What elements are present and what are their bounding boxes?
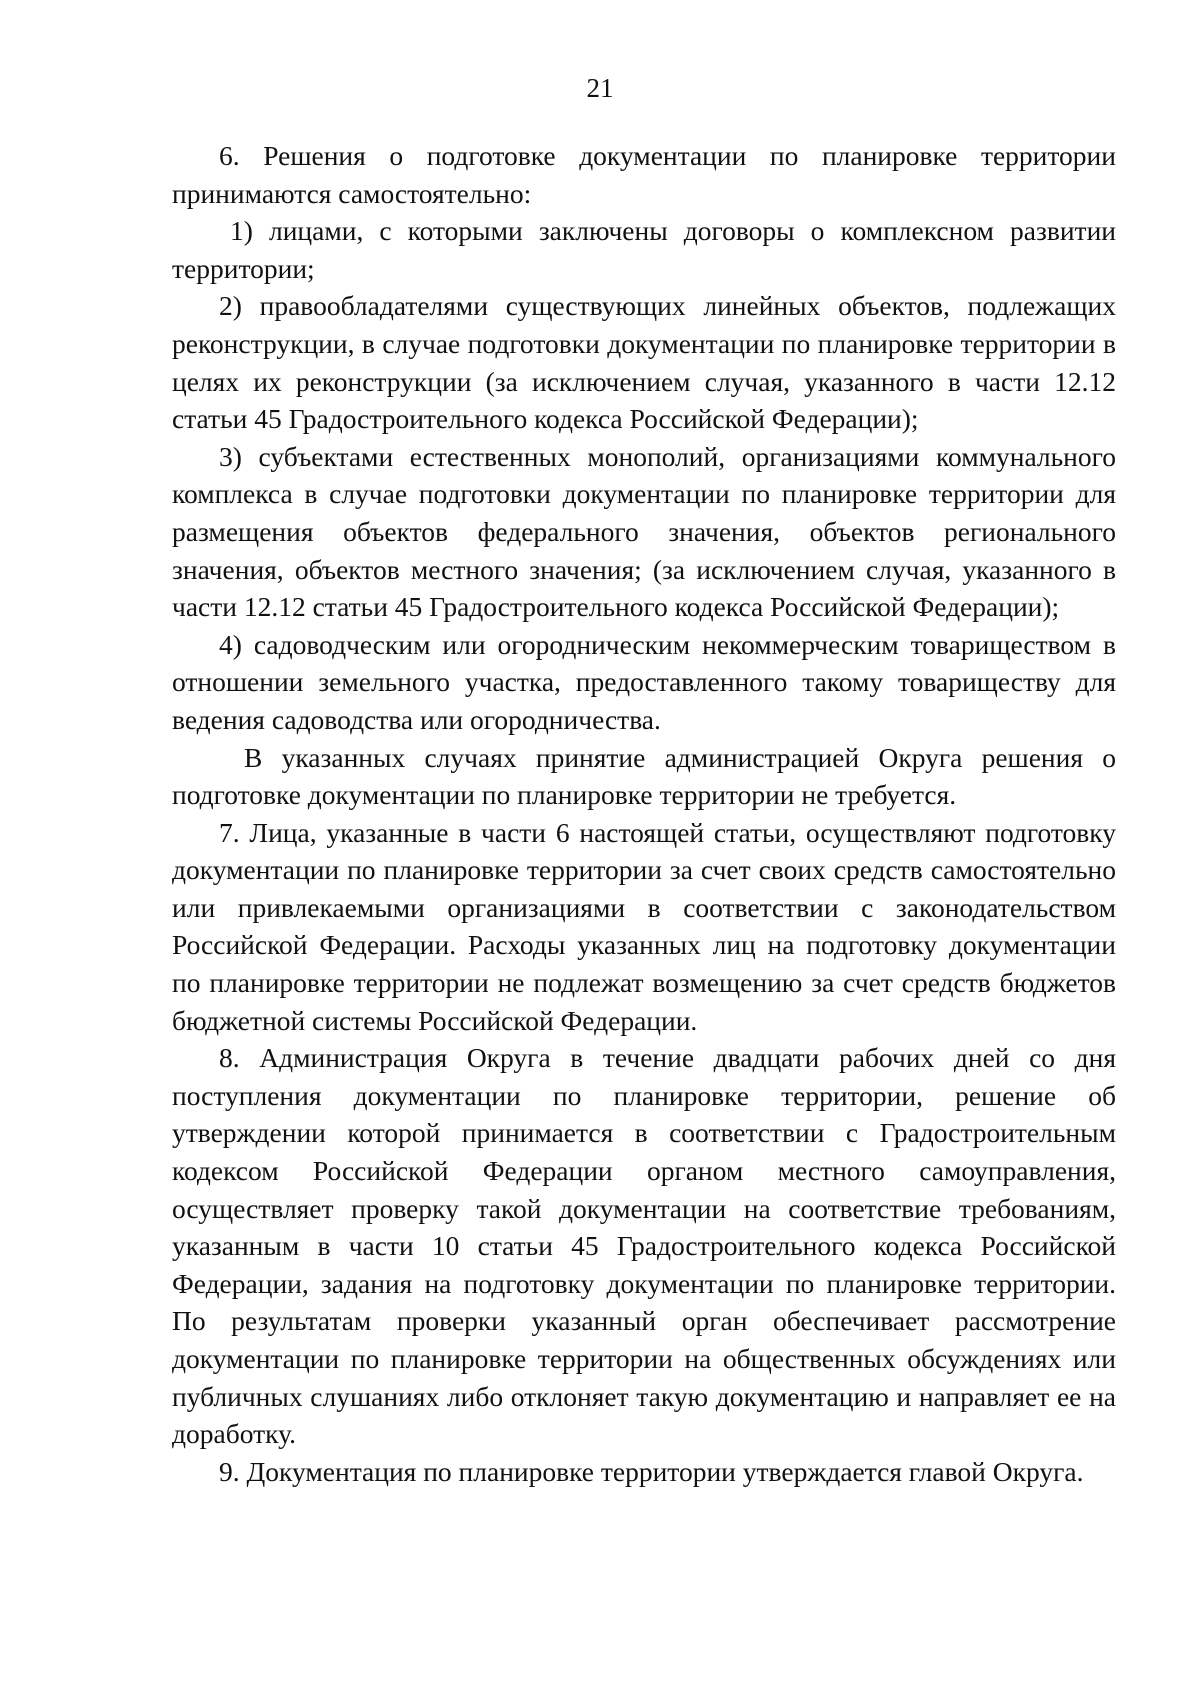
page-number: 21 [586, 73, 614, 103]
paragraph-item-2: 2) правообладателями существующих линейных объектов, подлежащих реконструкции, в случае подготовки документации по планировке территории в целях их реконструкции (за исключением случая, указанного в части 12.12 статьи 45 Градостроительного кодекса Российской Федерации); [172, 290, 1116, 435]
paragraph-clause-7: 7. Лица, указанные в части 6 настоящей статьи, осуществляют подготовку документации по планировке территории за счет своих средств самостоятельно или привлекаемыми организациями в соответствии с законодательством Российской Федерации. Расходы указанных лиц на подготовку документации по планировке территории не подлежат возмещению за счет средств бюджетов бюджетной системы Российской Федерации. [172, 816, 1116, 1036]
document-body [172, 137, 1116, 1490]
paragraph-item-3: 3) субъектами естественных монополий, организациями коммунального комплекса в случае подготовки документации по планировке территории для размещения объектов федерального значения, объектов регионального значения, объектов местного значения; (за исключением случая, указанного в части 12.12 статьи 45 Градостроительного кодекса Российской Федерации); [172, 440, 1116, 623]
paragraph-note: В указанных случаях принятие администрацией Округа решения о подготовке документации по планировке территории не требуется. [172, 741, 1116, 811]
paragraph-item-1: 1) лицами, с которыми заключены договоры о комплексном развитии территории; [172, 215, 1116, 284]
paragraph-clause-8: 8. Администрация Округа в течение двадцати рабочих дней со дня поступления документации по планировке территории, решение об утверждении которой принимается в соответствии с Градостроительным кодексом Российской Федерации органом местного самоуправления, осуществляет проверку такой документации на соответствие требованиям, указанным в части 10 статьи 45 Градостроительного кодекса Российской Федерации, задания на подготовку документации по планировке территории. По результатам проверки указанный орган обеспечивает рассмотрение документации по планировке территории на общественных обсуждениях или публичных слушаниях либо отклоняет такую документацию и направляет ее на доработку. [172, 1042, 1116, 1450]
paragraph-item-4: 4) садоводческим или огородническим некоммерческим товариществом в отношении земельного участка, предоставленного такому товариществу для ведения садоводства или огородничества. [172, 628, 1116, 735]
paragraph-clause-6: 6. Решения о подготовке документации по планировке территории принимаются самостоятельно: [172, 140, 1116, 209]
paragraph-clause-9: 9. Документация по планировке территории утверждается главой Округа. [219, 1455, 1084, 1487]
